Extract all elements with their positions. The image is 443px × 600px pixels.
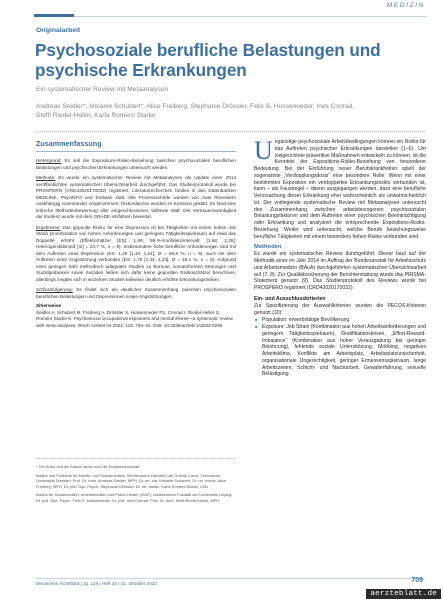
dotted-divider bbox=[36, 131, 425, 132]
header-accent-bar bbox=[34, 14, 74, 17]
pecos-list bbox=[254, 317, 426, 378]
summary-method-text: Es wurde ein systematischer Review mit Metaanalysen als Update einer 2014 veröffentlichten systematischen Übersichtsarbeit durchgeführt. Das Studienprotokoll wurde bei PROSPERO (CRD42020170032) registriert. Literaturrecherchen fanden in den Datenbanken MEDLINE, PsycINFO und Embase statt. Alle Prozessschritte wurden von zwei Reviewern unabhängig voneinander vorgenommen; Diskordanzen wurden im Konsens geklärt. Es fand eine kritische Methodenbewertung aller eingeschlossenen Volltexte statt. Die Vertrauenswürdigkeit der Evidenz wurde mit dem GRADE-Verfahren bewertet. bbox=[36, 175, 236, 219]
intro-paragraph bbox=[254, 136, 426, 240]
footer-rule bbox=[36, 578, 425, 579]
page-number: 709 bbox=[411, 577, 423, 584]
summary-method bbox=[36, 175, 236, 221]
body-column bbox=[254, 136, 426, 378]
list-item: ■ Population: erwerbstätige Bevölkerung bbox=[254, 317, 426, 324]
summary-results-text: Das gepoolte Risiko für eine Depression ist bei Tätigkeiten mit einem hohen Job Strain (Kombination von hohen Anforderungen und geringem Tätigkeitsspielraum) auf etwa das Doppelte erhöht (Effektschätzer [ES]: 1,99; 95-%-Konfidenzintervall: [1,68; 2,35]; Heterogenitätsmaß [I2] = 24,7 %; n = 8). Insbesondere hohe berufliche Anforderungen sind mit dem Auftreten einer Depression (ES: 1,28 [1,19; 1,61]; I2 = 69,8 %; n = 9), auch mit dem Auftreten einer Angststörung verbunden (ES: 1,79 [1,44; 2,23]; I2 = 48,1 %; n = 5). Aufgrund einer geringen Zahl methodisch adäquater Studien zu Burnout, somatoformen Störungen und Suizidgedanken sowie Suiziden ließen sich dafür keine gepoolten Risikoschätzer berechnen, allerdings zeigten sich in einzelnen Studien teilweise deutlich erhöhte Erkrankungsrisiken. bbox=[36, 224, 236, 282]
footnotes bbox=[36, 464, 236, 507]
article-type: Originalarbeit bbox=[36, 27, 81, 34]
list-item: ■ Exposure: Job Strain (Kombination aus hohen Arbeitsanforderungen und geringem Tätigkeitsspielraum), Gratifikationskrisen, „Effort-Reward-Imbalance“ (Kombination aus hoher Verausgabung bei geringer Belohnung), fehlende soziale Unterstützung, Mobbing, negatives Arbeitsklima, Konflikte am Arbeitsplatz, Arbeitsplatzunsicherheit, organisationale Ungerechtigkeit, geringer Ermessensspielraum, lange Arbeitszeiten, Schicht- und Nachtarbeit, Gewalterfahrung, sexuelle Belästigung bbox=[254, 324, 426, 378]
site-watermark: aerzteblatt.de bbox=[366, 589, 441, 599]
summary-results bbox=[36, 225, 236, 284]
summary-background-text: Es soll die Expositions-Risiko-Beziehung zwischen psychosozialen beruflichen Belastungen und psychischen Erkrankungen untersucht werden. bbox=[36, 158, 236, 170]
summary-heading: Zusammenfassung bbox=[36, 139, 236, 152]
section-label: MEDIZIN bbox=[386, 2, 425, 9]
citation-text: Seidler A, Schubert M, Freiberg A, Drössler S, Hussenoeder FS, Conrad I, Riedel-Heller S, Romero Starke K: Psychosocial occupational exposures and mental illness—a systematic review with meta-analyses. Dtsch Arztebl Int 2022; 119: 709–15. DOI: 10.3238/arztebl.m2022.0295 bbox=[36, 310, 233, 328]
summary-conclusion-text: Es findet sich ein deutlicher Zusammenhang zwischen psychosozialen beruflichen Belastungen und Depressionen sowie Angststörungen. bbox=[36, 287, 236, 299]
citation-heading: Zitierweise bbox=[36, 304, 62, 309]
summary-column bbox=[36, 139, 236, 329]
article-title: Psychosoziale berufliche Belastungen und psychische Erkrankungen bbox=[35, 40, 381, 80]
methods-paragraph: Es wurde ein systematischer Review durchgeführt. Dieser baut auf der Methodik einer im Jahr 2014 im Auftrag der Bundesanstalt für Arbeitsschutz und Arbeitsmedizin (BAuA) durchgeführten systematischen Übersichtsarbeit auf (7, 8). Zur Qualitätssicherung der Berichterstattung wurde das PRISMA-Statement genutzt (9). Das Studienprotokoll des Reviews wurde bei PROSPERO registriert (CRD42020170032). bbox=[254, 251, 426, 291]
drop-cap: U bbox=[254, 136, 273, 165]
methods-heading: Methoden bbox=[254, 244, 282, 251]
footnote-item: Institut und Poliklinik für Arbeits- und Sozialmedizin, Medizinische Fakultät Carl Gustav Carus, Technische Universität Dresden: Prof. Dr. med. Andreas Seidler, MPH, Dr. rer. nat. Melanie Schubert, Dr. rer. medic. Alice Freiberg, MPH, Dr. phil. Dipl.-Psych. Stephanie Drössler, Dr. rer. medic. Karla Romero Starke, MSc bbox=[36, 472, 227, 489]
footnote-item: * Der Autor und die Autorin teilen sich die Erstautorenschaft bbox=[36, 464, 140, 469]
summary-conclusion bbox=[36, 287, 236, 300]
summary-background bbox=[36, 158, 236, 171]
intro-text: ngünstige psychosoziale Arbeitsbedingungen können ein Risiko für das Auftreten psychischer Erkrankungen darstellen (1–6). Um zielgerichtete präventive Maßnahmen entwickeln zu können, ist die Kenntnis der Expositions-Risiko-Beziehung von besonderer Bedeutung. Bei der Einführung neuer Berufskrankheiten spielt der sogenannte „Verdopplungsdosis“ eine besondere Rolle: Wenn mit einer bestimmten Exposition ein verdoppeltes Erkrankungsrisiko verbunden ist, kann – als Faustregel – davon ausgegangen werden, dass eine berufliche Verursachung dieser Erkrankung eher wahrscheinlich als unwahrscheinlich ist. Der vorliegende systematische Review mit Metaanalysen untersucht den Zusammenhang zwischen arbeitsbezogenen psychosozialen Belastungsfaktoren und dem Auftreten einer psychischen Beeinträchtigung oder Erkrankung und analysiert die entsprechende Expositions-Risiko-Beziehung. Weiter wird untersucht, welche Berufe beziehungsweise berufliche Tätigkeiten mit einem besonders hohen Risiko verbunden sind. bbox=[254, 139, 426, 240]
header-rule bbox=[34, 16, 427, 17]
summary-results-key: Ergebnisse: bbox=[36, 224, 61, 230]
summary-conclusion-key: Schlussfolgerung: bbox=[36, 287, 73, 292]
article-subtitle: Ein systematischer Review mit Metaanalysen bbox=[36, 86, 169, 93]
criteria-paragraph: Zur Spezifizierung der Auswahlkriterien wurden die PECOS-Kriterien genutzt (10): bbox=[254, 302, 426, 316]
author-list: Andreas Seidler*, Melanie Schubert*, Alice Freiberg, Stephanie Drössler, Felix S. Hussenoeder, Ines Conrad, Steffi Riedel-Heller, Karla Romero Starke bbox=[36, 103, 355, 120]
footnote-item: Institut für Sozialmedizin, Arbeitsmedizin und Public Health (ISAP), Medizinische Fakultät der Universität Leipzig: Dr. phil. Dipl.-Psych. Felix S. Hussenoeder, Dr. phil. Ines Conrad, Prof. Dr. med. Steffi Riedel-Heller, MPH bbox=[36, 492, 233, 503]
criteria-heading: Ein- und Ausschlusskriterien bbox=[254, 295, 326, 302]
footnote-divider bbox=[36, 458, 236, 459]
journal-reference: Deutsches Ärzteblatt | Jg. 119 | Heft 42 | 21. Oktober 2022 bbox=[36, 581, 158, 586]
summary-background-key: Hintergrund: bbox=[36, 158, 62, 163]
summary-method-key: Methode: bbox=[36, 175, 56, 180]
